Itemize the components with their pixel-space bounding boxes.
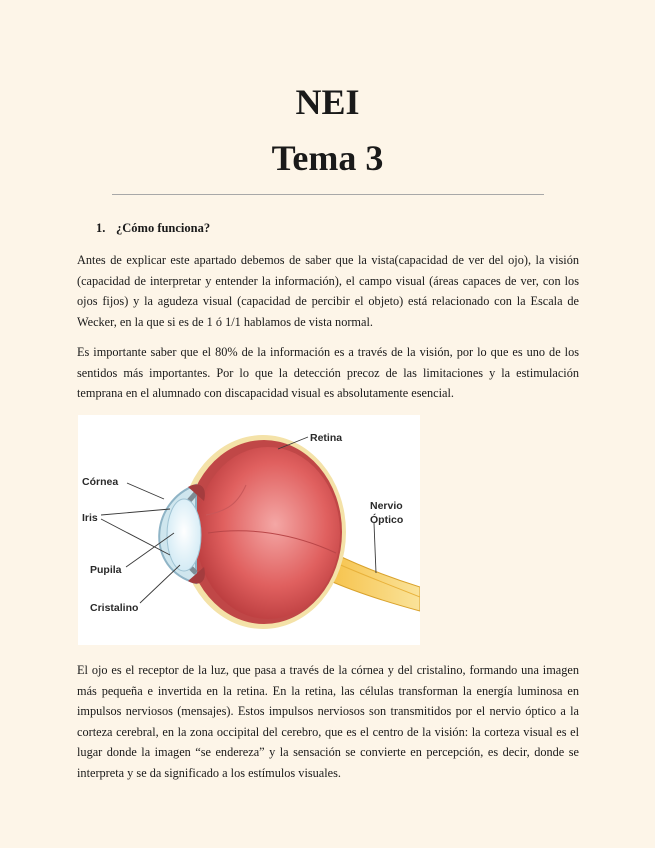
lens	[167, 499, 201, 571]
eye-anatomy-figure	[78, 415, 420, 645]
eye-anatomy-illustration	[78, 415, 420, 645]
label-iris: Iris	[82, 512, 98, 524]
label-nervio-line2: Óptico	[370, 514, 404, 526]
label-retina: Retina	[310, 432, 343, 444]
section-heading	[96, 221, 210, 236]
label-cristalino: Cristalino	[90, 602, 139, 614]
document-subtitle: Tema 3	[271, 138, 384, 178]
label-cornea: Córnea	[82, 476, 119, 488]
paragraph-eye-function: El ojo es el receptor de la luz, que pasa a través de la córnea y del cristalino, formando una imagen más pequeña e invertida en la retina. En la retina, las células transforman la energía luminosa en impulsos nerviosos (mensajes). Estos impulsos nerviosos son transmitidos por el nervio óptico a la corteza cerebral, en la zona occipital del cerebro, que es el centro de la visión: la corteza visual es el lugar donde la imagen “se endereza” y la sensación se convierte en percepción, es decir, donde se interpreta y se da significado a los estímulos visuales.	[77, 663, 579, 780]
section-heading-text: ¿Cómo funciona?	[116, 221, 211, 235]
label-pupila: Pupila	[90, 564, 122, 576]
label-nervio-line1: Nervio	[370, 500, 403, 512]
section-number: 1.	[96, 221, 106, 235]
paragraph-importance: Es importante saber que el 80% de la información es a través de la visión, por lo que es uno de los sentidos más importantes. Por lo que la detección precoz de las limitaciones y la estimulación temprana en el alumnado con discapacidad visual es absolutamente esencial.	[77, 345, 579, 400]
paragraph-intro: Antes de explicar este apartado debemos de saber que la vista(capacidad de ver del ojo), la visión (capacidad de interpretar y entender la información), el campo visual (áreas capaces de ver, con los ojos fijos) y la agudeza visual (capacidad de percibir el objeto) está relacionado con la Escala de Wecker, en la que si es de 1 ó 1/1 hablamos de vista normal.	[77, 253, 579, 329]
title-divider	[112, 194, 544, 195]
document-title: NEI	[295, 82, 360, 122]
